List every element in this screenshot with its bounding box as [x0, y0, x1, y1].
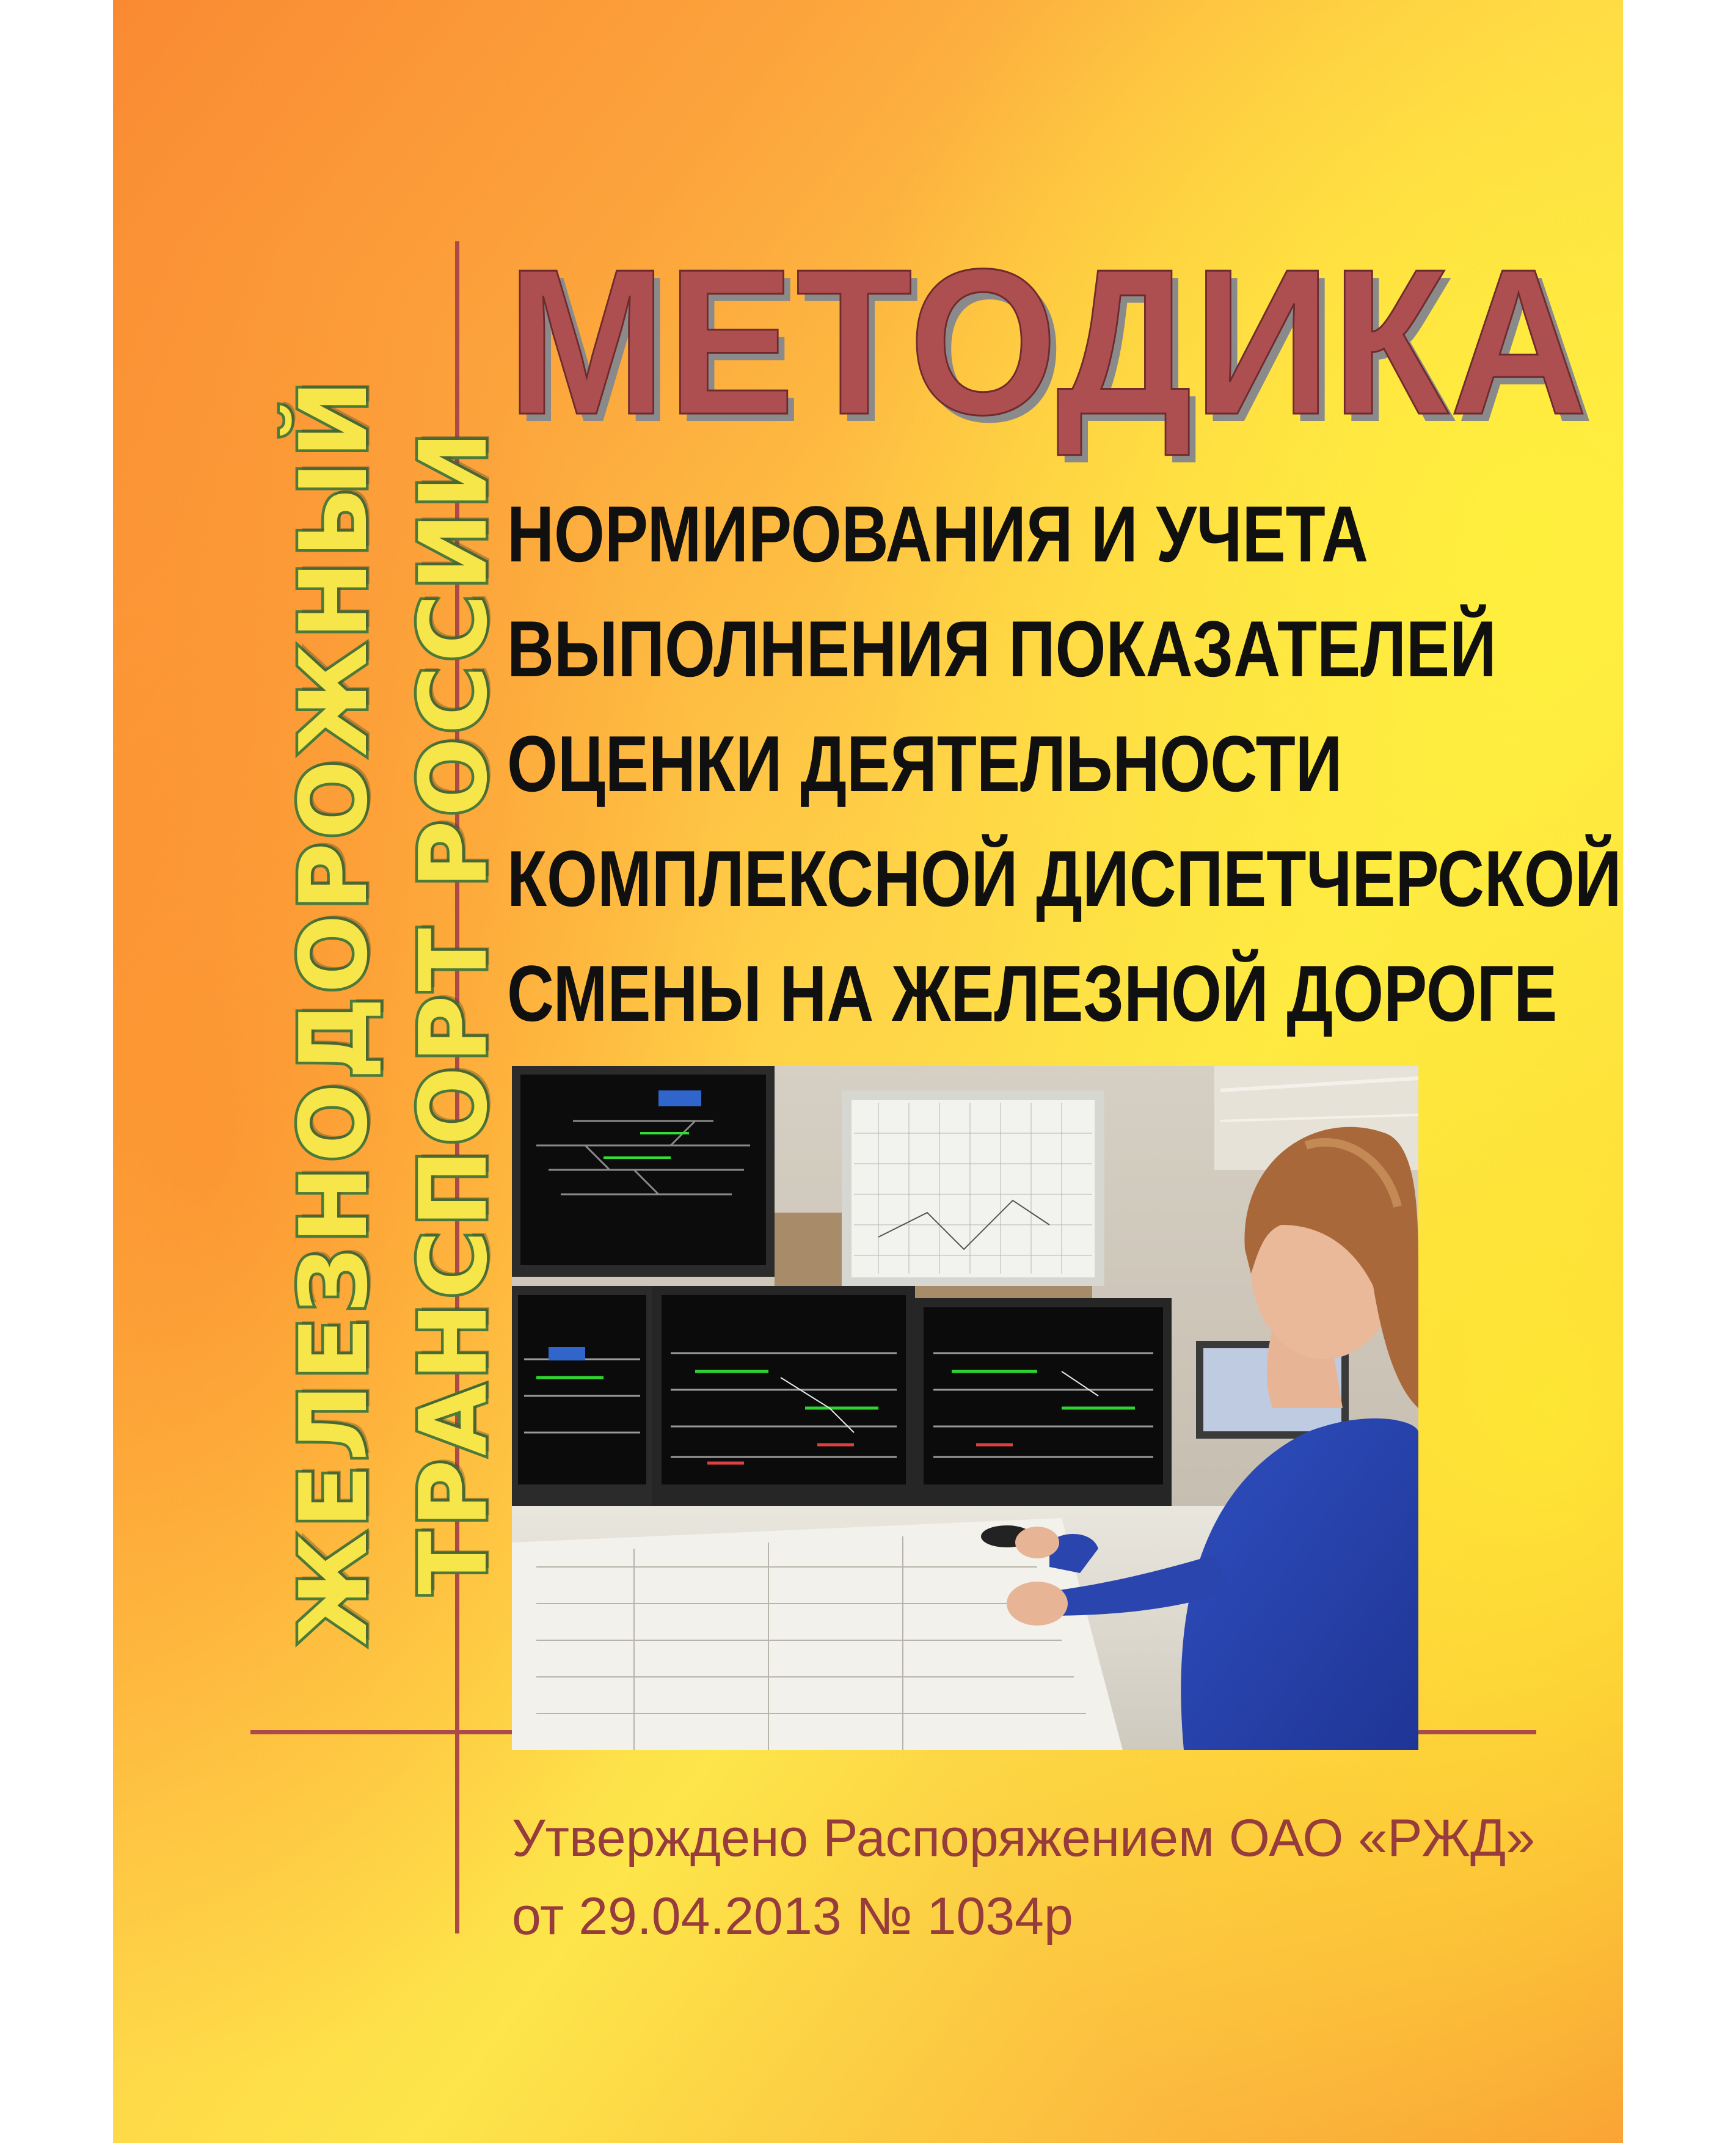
approval-note [512, 1799, 1535, 1955]
subtitle-line: ВЫПОЛНЕНИЯ ПОКАЗАТЕЛЕЙ [507, 604, 1497, 693]
subtitle-line: СМЕНЫ НА ЖЕЛЕЗНОЙ ДОРОГЕ [507, 949, 1558, 1038]
approval-line-order: Утверждено Распоряжением ОАО «РЖД» [512, 1809, 1536, 1867]
series-line-railway: ЖЕЛЕЗНОДОРОЖНЫЙ [280, 376, 388, 1646]
book-subtitle [507, 476, 1622, 1051]
series-line-russia: ТРАНСПОРТ РОССИИ [399, 427, 508, 1595]
cover-photo-dispatcher [512, 1066, 1418, 1750]
subtitle-line: НОРМИРОВАНИЯ И УЧЕТА [507, 489, 1369, 579]
subtitle-line: КОМПЛЕКСНОЙ ДИСПЕТЧЕРСКОЙ [507, 834, 1622, 923]
subtitle-line: ОЦЕНКИ ДЕЯТЕЛЬНОСТИ [507, 719, 1343, 808]
approval-line-date: от 29.04.2013 № 1034р [512, 1887, 1073, 1946]
book-cover [113, 0, 1623, 2143]
series-title-vertical [247, 241, 541, 1781]
book-title: МЕТОДИКА [507, 226, 1589, 458]
